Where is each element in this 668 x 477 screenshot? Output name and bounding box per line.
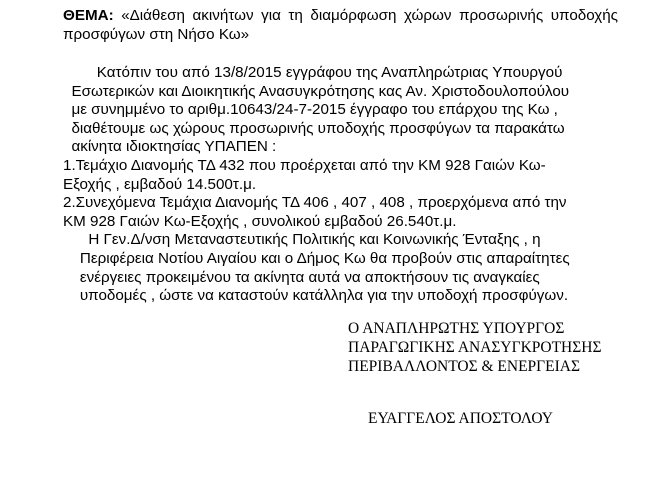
signatory-name: ΕΥΑΓΓΕΛΟΣ ΑΠΟΣΤΟΛΟΥ: [368, 410, 554, 427]
body-line: 1.Τεμάχιο Διανομής ΤΔ 432 που προέρχεται από την ΚΜ 928 Γαιών Κω-: [63, 156, 546, 174]
document-subject: [63, 7, 618, 44]
body-line: 2.Συνεχόμενα Τεμάχια Διανομής ΤΔ 406 , 407 , 408 , προερχόμενα από την: [63, 194, 567, 212]
body-line: διαθέτουμε ως χώρους προσωρινής υποδοχής προσφύγων τα παρακάτω: [63, 119, 565, 137]
body-line: Περιφέρεια Νοτίου Αιγαίου και ο Δήμος Κω θα προβούν στις απαραίτητες: [63, 249, 570, 267]
body-line: Η Γεν.Δ/νση Μεταναστευτικής Πολιτικής και Κοινωνικής Ένταξης , η: [63, 231, 541, 249]
subject-text: «Διάθεση ακινήτων για τη διαμόρφωση χώρων προσωρινής υποδοχής προσφύγων στη Νήσο Κω»: [63, 7, 618, 43]
body-line: με συνημμένο το αριθμ.10643/24-7-2015 έγγραφο του επάρχου της Κω ,: [63, 101, 558, 119]
body-line: Κατόπιν του από 13/8/2015 εγγράφου της Αναπληρώτριας Υπουργού: [63, 64, 563, 81]
signature-title-line-2: ΠΑΡΑΓΩΓΙΚΗΣ ΑΝΑΣΥΓΚΡΟΤΗΣΗΣ: [348, 339, 602, 356]
body-line: ενέργειες προκειμένου τα ακίνητα αυτά να αποκτήσουν τις αναγκαίες: [63, 268, 540, 286]
signature-block: [348, 319, 602, 376]
body-line: ΚΜ 928 Γαιών Κω-Εξοχής , συνολικού εμβαδού 26.540τ.μ.: [63, 212, 457, 230]
subject-label: ΘΕΜΑ:: [63, 7, 114, 24]
body-line: ακίνητα ιδιοκτησίας ΥΠΑΠΕΝ :: [63, 138, 277, 156]
body-line: Εσωτερικών και Διοικητικής Ανασυγκρότησης κας Αν. Χριστοδουλοπούλου: [63, 82, 570, 100]
body-line: Εξοχής , εμβαδού 14.500τ.μ.: [63, 175, 257, 193]
signature-title-line-3: ΠΕΡΙΒΑΛΛΟΝΤΟΣ & ΕΝΕΡΓΕΙΑΣ: [348, 358, 580, 375]
signature-title-line-1: Ο ΑΝΑΠΛΗΡΩΤΗΣ ΥΠΟΥΡΓΟΣ: [348, 320, 565, 337]
body-line: υποδομές , ώστε να καταστούν κατάλληλα για την υποδοχή προσφύγων.: [63, 287, 569, 305]
document-body: [63, 64, 618, 306]
